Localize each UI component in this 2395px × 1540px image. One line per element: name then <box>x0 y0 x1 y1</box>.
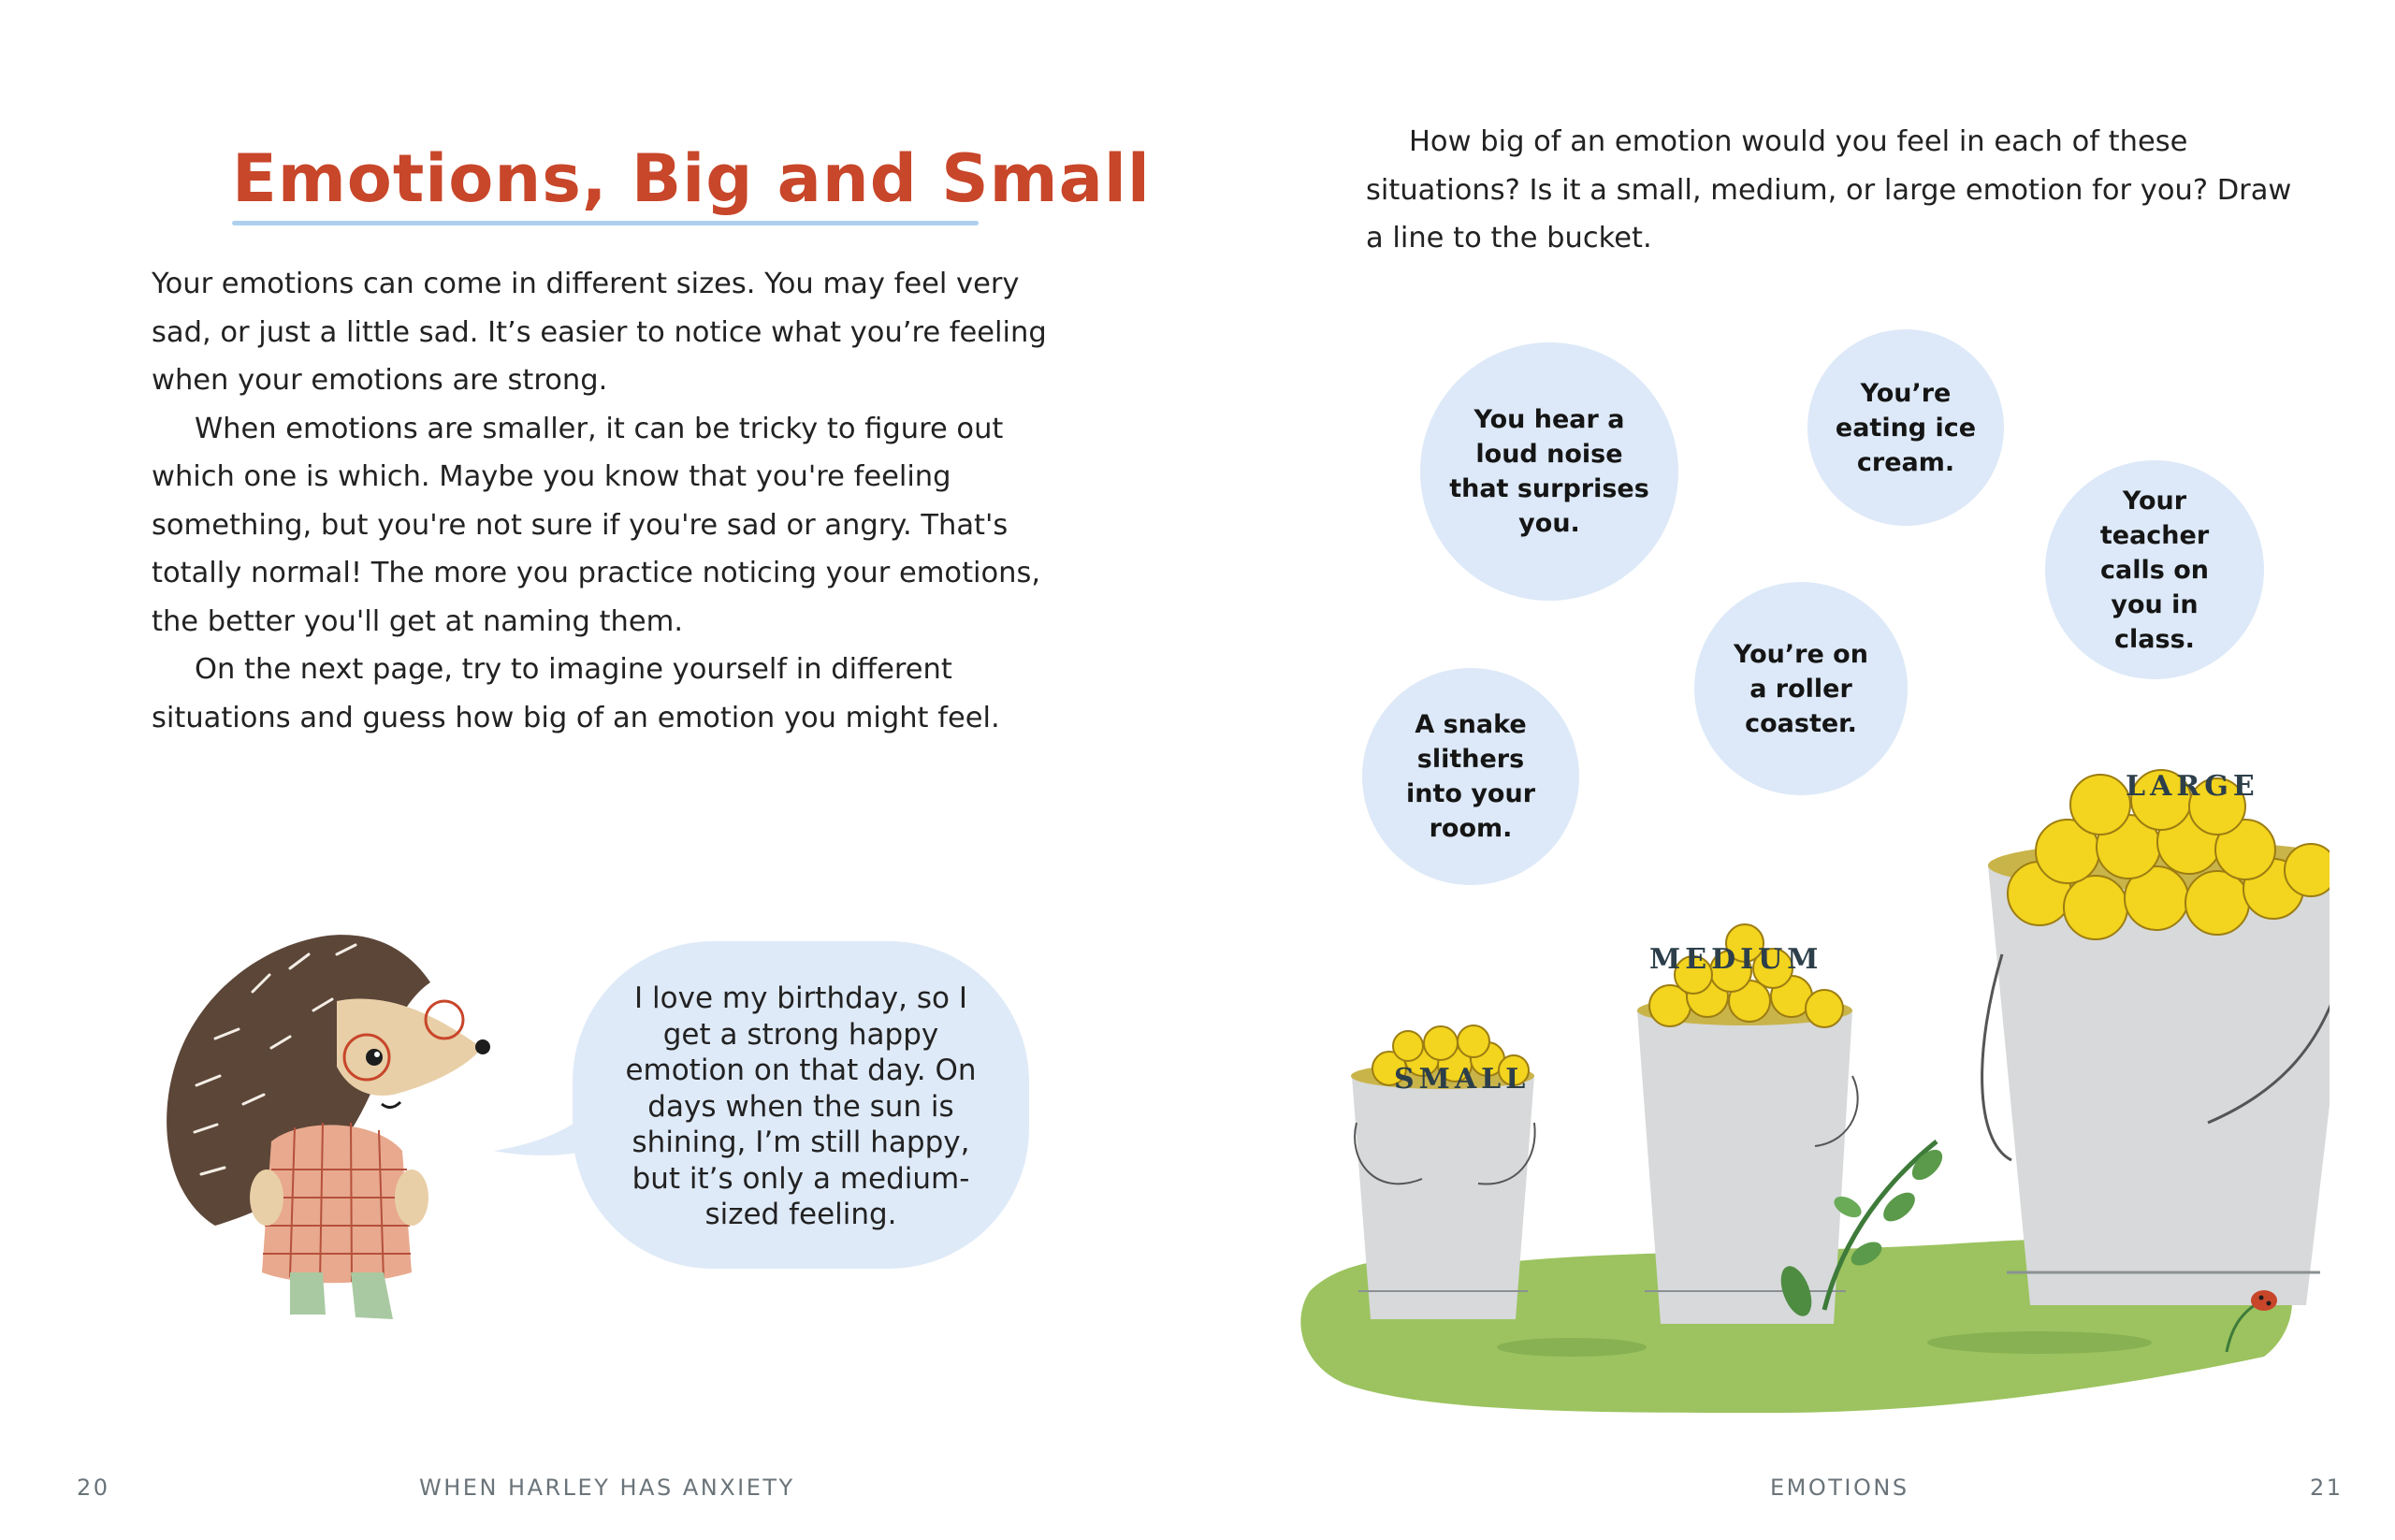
speech-bubble <box>573 941 1029 1269</box>
right-page <box>1198 0 2395 1540</box>
title-underline <box>232 221 979 225</box>
hedgehog-boot-right <box>351 1272 393 1319</box>
hedgehog-eye <box>366 1049 383 1066</box>
hedgehog-boot-left <box>290 1272 326 1315</box>
bucket-label-large: LARGE <box>2126 770 2259 803</box>
speech-bubble-text: I love my birthday, so I get a strong happy emotion on that day. On days when the sun is shining, I’m still happy, but it’s only a medium-sized feeling. <box>625 981 977 1232</box>
hedgehog-illustration <box>159 917 515 1329</box>
hedgehog-dress <box>262 1125 412 1283</box>
running-head-left: WHEN HARLEY HAS ANXIETY <box>419 1475 795 1501</box>
medium-bucket[interactable] <box>1637 924 1858 1324</box>
hedgehog-arm-right <box>395 1170 428 1226</box>
bucket-label-medium: MEDIUM <box>1649 943 1823 976</box>
instructions-text: How big of an emotion would you feel in each of these situations? Is it a small, medium, or large emotion for you? Draw a line to the bucket. <box>1366 125 2292 254</box>
running-head-right: EMOTIONS <box>1770 1475 1909 1501</box>
page-number-right: 21 <box>2310 1475 2344 1501</box>
bucket-label-small: SMALL <box>1394 1063 1531 1096</box>
large-bucket[interactable] <box>1982 770 2330 1305</box>
situation-bubble-ice-cream[interactable]: You’re eating ice cream. <box>1807 329 2004 526</box>
paragraph-3: On the next page, try to imagine yourself in different situations and guess how big of an emotion you might feel. <box>152 653 1000 734</box>
buckets-illustration <box>1291 767 2330 1441</box>
hedgehog-face <box>337 998 482 1096</box>
paragraph-2: When emotions are smaller, it can be tricky to figure out which one is which. Maybe you know that you're feeling something, but you're not sure if you're sad or angry. That's totally normal! The more you practice noticing your emotions, the better you'll get at naming them. <box>152 412 1041 638</box>
situation-bubble-loud-noise[interactable]: You hear a loud noise that surprises you. <box>1420 342 1678 601</box>
hedgehog-nose <box>475 1039 490 1054</box>
page-number-left: 20 <box>77 1475 110 1501</box>
page-title: Emotions, Big and Small <box>232 140 1151 217</box>
situation-bubble-teacher[interactable]: Your teacher calls on you in class. <box>2045 460 2264 679</box>
medium-bucket-emojis <box>1649 924 1843 1027</box>
situation-bubble-roller-coaster[interactable]: You’re on a roller coaster. <box>1694 582 1908 795</box>
body-text <box>152 260 1078 742</box>
situation-bubble-snake[interactable]: A snake slithers into your room. <box>1362 668 1579 885</box>
paragraph-1: Your emotions can come in different sizes. You may feel very sad, or just a little sad. It’s easier to notice what you’re feeling when your emotions are strong. <box>152 268 1047 397</box>
hedgehog-smile <box>382 1102 400 1108</box>
hedgehog-arm-left <box>250 1170 283 1226</box>
